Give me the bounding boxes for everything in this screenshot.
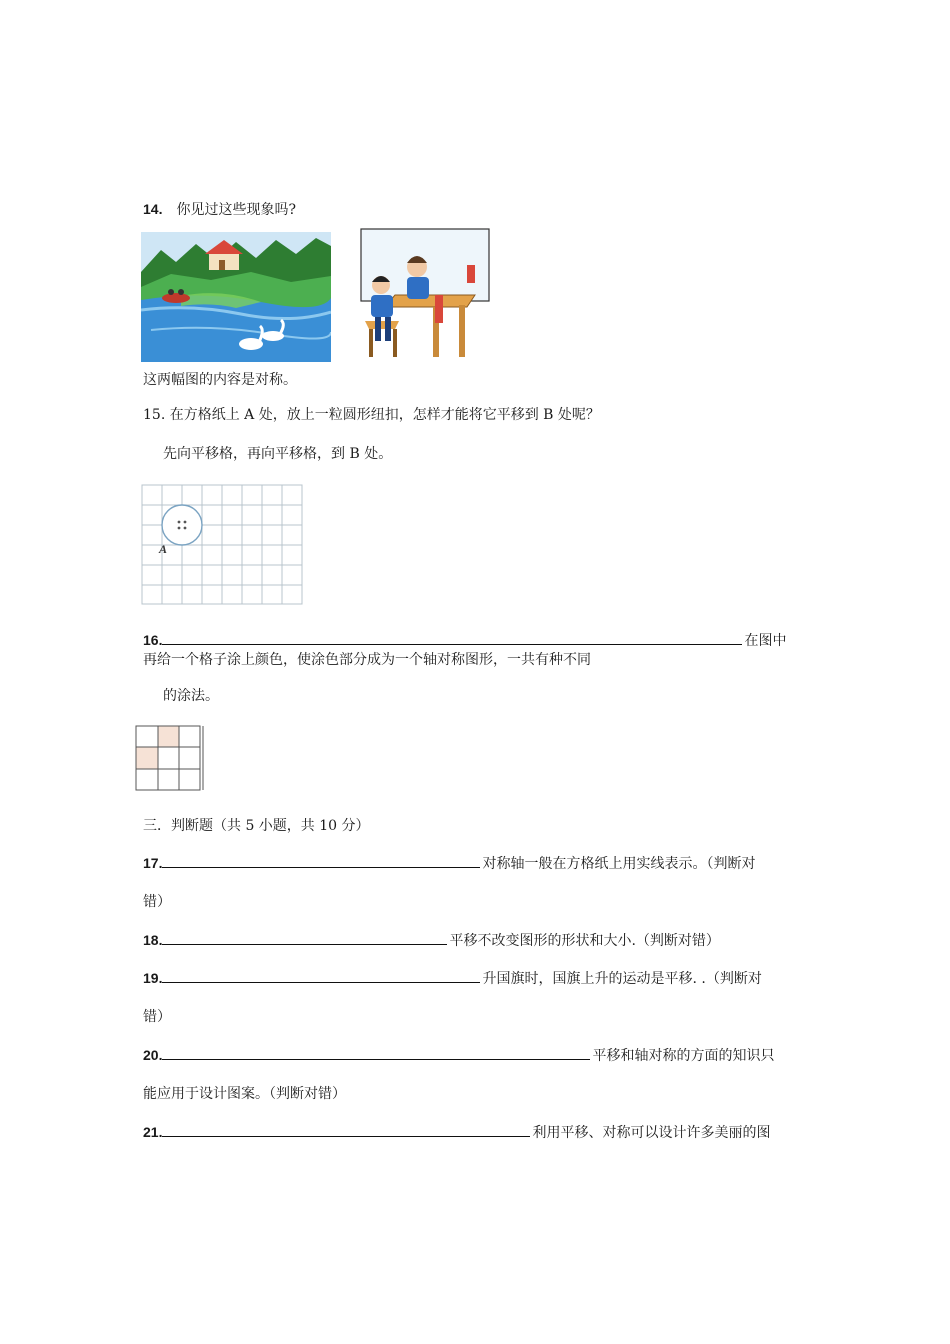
q20-answer-blank[interactable]: [162, 1045, 590, 1060]
q20-text: 平移和轴对称的方面的知识只: [592, 1048, 775, 1064]
q19-answer-blank[interactable]: [162, 968, 480, 983]
q19-text: 升国旗时，国旗上升的运动是平移. .（判断对: [482, 971, 762, 987]
children-at-desk-illustration: [355, 225, 495, 365]
q17-number: 17.: [143, 855, 163, 871]
q18-line: [143, 930, 720, 950]
q18-answer-blank[interactable]: [162, 930, 447, 945]
q16-tail: 在图中: [744, 633, 787, 649]
q19-line: [143, 968, 762, 988]
section3-title: 三．判断题（共 5 小题，共 10 分）: [143, 818, 370, 834]
q14-number: 14.: [143, 201, 163, 217]
q14-answer-line: 这两幅图的内容是对称。: [143, 372, 297, 388]
q17-cont: 错）: [143, 894, 171, 910]
q16-answer-blank[interactable]: [162, 630, 742, 645]
q19-cont: 错）: [143, 1009, 171, 1025]
q16-number: 16.: [143, 632, 163, 648]
q17-text: 对称轴一般在方格纸上用实线表示。（判断对: [482, 856, 756, 872]
q14-line: [143, 199, 296, 219]
grid-label-a: A: [159, 542, 168, 556]
q14-text: 你见过这些现象吗?: [176, 202, 296, 218]
q20-number: 20.: [143, 1047, 163, 1063]
q15-text: 15. 在方格纸上 A 处，放上一粒圆形纽扣，怎样才能将它平移到 B 处呢？: [143, 407, 600, 423]
q17-line: [143, 853, 755, 873]
q18-text: 平移不改变图形的形状和大小.（判断对错）: [449, 933, 720, 949]
q15-subtext: 先向平移格，再向平移格，到 B 处。: [163, 446, 393, 462]
q16-line1: [143, 630, 786, 650]
shading-grid-figure: [135, 725, 205, 791]
q20-cont: 能应用于设计图案。（判断对错）: [143, 1086, 346, 1102]
button-icon: [162, 505, 202, 545]
q21-answer-blank[interactable]: [162, 1122, 530, 1137]
q21-text: 利用平移、对称可以设计许多美丽的图: [532, 1125, 771, 1141]
q19-number: 19.: [143, 970, 163, 986]
button-grid-figure: [141, 484, 304, 606]
q21-line: [143, 1122, 770, 1142]
q16-line2: 再给一个格子涂上颜色，使涂色部分成为一个轴对称图形，一共有种不同: [143, 652, 591, 668]
q21-number: 21.: [143, 1124, 163, 1140]
q17-answer-blank[interactable]: [162, 853, 480, 868]
q18-number: 18.: [143, 932, 163, 948]
q20-line: [143, 1045, 774, 1065]
q16-line3: 的涂法。: [163, 688, 219, 704]
lake-scene-illustration: [141, 232, 331, 362]
